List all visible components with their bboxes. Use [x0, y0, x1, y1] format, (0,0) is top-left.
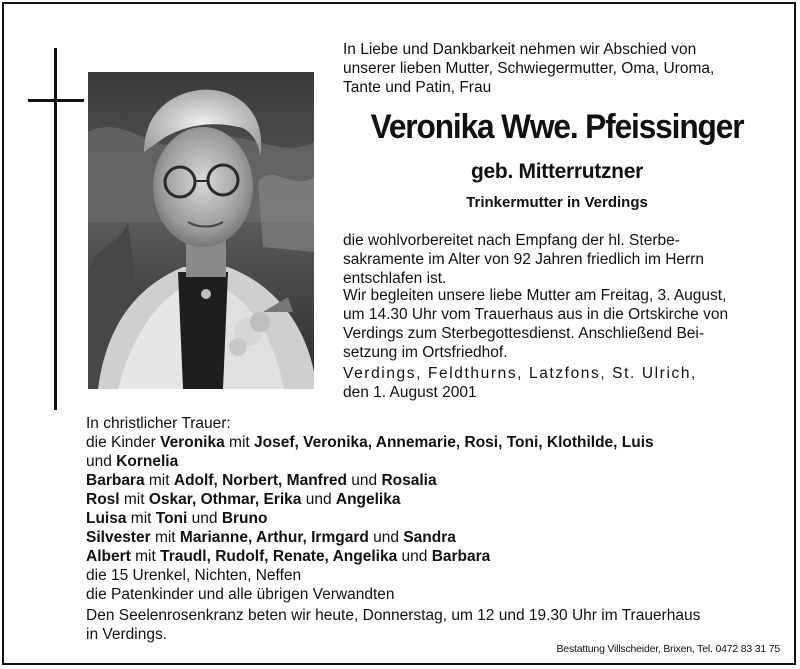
paragraph-line: sakramente im Alter von 92 Jahren friedlich im Herrn	[343, 251, 704, 268]
cross-icon-vertical	[54, 48, 57, 410]
undertaker-credit: Bestattung Villscheider, Brixen, Tel. 0472 83 31 75	[556, 643, 780, 655]
paragraph-line: um 14.30 Uhr vom Trauerhaus aus in die Ortskirche von	[343, 306, 729, 323]
mourners-heading: In christlicher Trauer:	[86, 415, 231, 432]
mourner-row: Barbara mit Adolf, Norbert, Manfred und Rosalia	[86, 472, 437, 489]
place-date	[343, 364, 771, 402]
birth-name: geb. Mitterrutzner	[471, 160, 643, 183]
mourner-row: und Kornelia	[86, 453, 179, 470]
paragraph-line: setzung im Ortsfriedhof.	[343, 344, 508, 361]
mourner-row: Luisa mit Toni und Bruno	[86, 510, 268, 527]
date-line: den 1. August 2001	[343, 384, 477, 401]
intro-text	[343, 40, 771, 97]
rosary-line: Den Seelenrosenkranz beten wir heute, Donnerstag, um 12 und 19.30 Uhr im Trauerhaus	[86, 607, 701, 624]
deceased-role: Trinkermutter in Verdings	[466, 194, 648, 211]
intro-line: unserer lieben Mutter, Schwiegermutter, Oma, Uroma,	[343, 60, 715, 77]
rosary-line: in Verdings.	[86, 626, 167, 643]
mourner-row: Albert mit Traudl, Rudolf, Renate, Angelika und Barbara	[86, 548, 491, 565]
mourner-row: die 15 Urenkel, Nichten, Neffen	[86, 567, 302, 584]
mourner-row: die Kinder Veronika mit Josef, Veronika, Annemarie, Rosi, Toni, Klothilde, Luis	[86, 434, 654, 451]
paragraph-line: Wir begleiten unsere liebe Mutter am Freitag, 3. August,	[343, 287, 727, 304]
funeral-paragraph	[343, 286, 771, 362]
mourner-row: die Patenkinder und alle übrigen Verwandten	[86, 586, 395, 603]
death-paragraph	[343, 231, 771, 288]
paragraph-line: die wohlvorbereitet nach Empfang der hl. Sterbe-	[343, 232, 680, 249]
deceased-name: Veronika Wwe. Pfeissinger	[370, 108, 744, 146]
mourner-row: Silvester mit Marianne, Arthur, Irmgard und Sandra	[86, 529, 456, 546]
mourner-row: Rosl mit Oskar, Othmar, Erika und Angelika	[86, 491, 401, 508]
mourners-list	[86, 414, 776, 604]
cross-icon-horizontal	[28, 99, 84, 102]
paragraph-line: entschlafen ist.	[343, 270, 447, 287]
paragraph-line: Verdings zum Sterbegottesdienst. Anschließend Bei-	[343, 325, 705, 342]
portrait-photo	[88, 72, 314, 389]
rosary-notice	[86, 606, 776, 644]
intro-line: In Liebe und Dankbarkeit nehmen wir Abschied von	[343, 41, 697, 58]
intro-line: Tante und Patin, Frau	[343, 79, 492, 96]
places-line: Verdings, Feldthurns, Latzfons, St. Ulrich,	[343, 365, 697, 382]
